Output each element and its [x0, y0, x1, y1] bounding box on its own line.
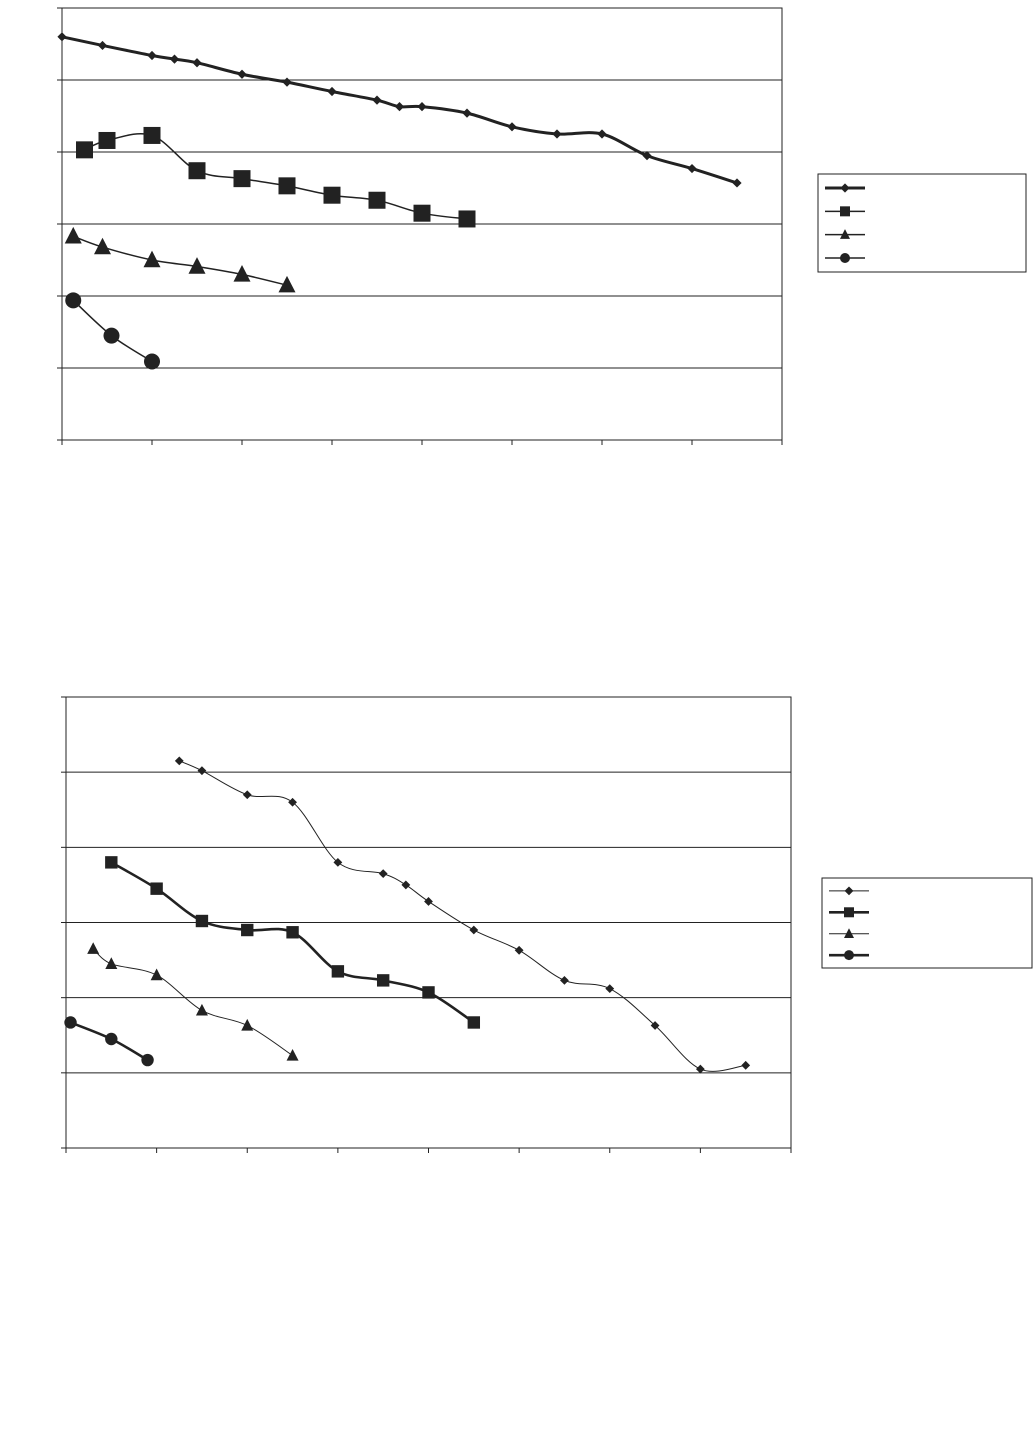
series-2-point — [196, 915, 208, 927]
legend-swatch-marker — [844, 950, 854, 960]
series-1-point — [147, 51, 156, 60]
series-2 — [76, 127, 476, 228]
legend — [822, 878, 1032, 968]
chart-top — [57, 8, 1026, 445]
series-1-point — [198, 766, 207, 775]
series-2-point — [324, 187, 341, 204]
series-3-point — [241, 1019, 253, 1031]
series-3 — [65, 227, 296, 293]
series-2-point — [144, 127, 161, 144]
series-4 — [65, 292, 160, 369]
series-2-point — [150, 882, 162, 894]
series-1-point — [605, 984, 614, 993]
series-2 — [105, 856, 480, 1029]
series-4-point — [144, 354, 160, 370]
series-1 — [57, 32, 741, 187]
legend-swatch-marker — [840, 206, 850, 216]
series-3-point — [287, 1049, 299, 1061]
series-4-point — [105, 1033, 117, 1045]
series-1-point — [243, 790, 252, 799]
series-1-point — [741, 1061, 750, 1070]
series-2-point — [234, 170, 251, 187]
series-2-line — [85, 134, 468, 219]
series-3-line — [93, 949, 292, 1056]
series-1-point — [379, 869, 388, 878]
legend — [818, 174, 1026, 272]
series-1-point — [515, 946, 524, 955]
series-1-point — [282, 78, 291, 87]
series-2-point — [377, 974, 389, 986]
series-4-point — [64, 1016, 76, 1028]
series-2-point — [332, 965, 344, 977]
series-1-point — [98, 41, 107, 50]
series-3-point — [87, 942, 99, 954]
series-1-point — [192, 58, 201, 67]
series-1-point — [687, 164, 696, 173]
series-1-point — [462, 109, 471, 118]
series-1-point — [696, 1065, 705, 1074]
series-1-line — [179, 761, 745, 1071]
series-4 — [64, 1016, 153, 1066]
series-2-point — [414, 205, 431, 222]
series-2-point — [468, 1016, 480, 1028]
series-2-point — [99, 132, 116, 149]
series-2-point — [279, 177, 296, 194]
series-1-point — [560, 976, 569, 985]
series-4-point — [141, 1054, 153, 1066]
series-1-point — [732, 178, 741, 187]
series-1-point — [507, 122, 516, 131]
legend-swatch-marker — [840, 253, 850, 263]
series-2-point — [422, 986, 434, 998]
series-1-point — [57, 32, 66, 41]
series-2-point — [459, 210, 476, 227]
series-2-point — [189, 162, 206, 179]
series-1-point — [170, 55, 179, 64]
series-2-line — [111, 862, 474, 1022]
series-1-point — [237, 70, 246, 79]
series-1-point — [401, 881, 410, 890]
series-1-point — [395, 102, 404, 111]
chart-bottom — [61, 697, 1032, 1153]
series-1-point — [597, 129, 606, 138]
series-2-point — [241, 924, 253, 936]
series-4-point — [104, 328, 120, 344]
series-3-point — [94, 238, 111, 255]
series-1-point — [417, 102, 426, 111]
series-1-point — [424, 897, 433, 906]
series-1-point — [552, 129, 561, 138]
series-1-point — [327, 87, 336, 96]
series-3-point — [105, 957, 117, 969]
series-1 — [175, 756, 750, 1073]
series-3-point — [65, 227, 82, 244]
series-1-point — [175, 756, 184, 765]
series-4-point — [65, 292, 81, 308]
series-2-point — [369, 192, 386, 209]
series-1-point — [469, 926, 478, 935]
series-3-point — [151, 969, 163, 981]
series-3-point — [196, 1004, 208, 1016]
series-1-point — [372, 96, 381, 105]
legend-swatch-marker — [844, 907, 854, 917]
series-2-point — [105, 856, 117, 868]
series-2-point — [286, 926, 298, 938]
series-2-point — [76, 141, 93, 158]
